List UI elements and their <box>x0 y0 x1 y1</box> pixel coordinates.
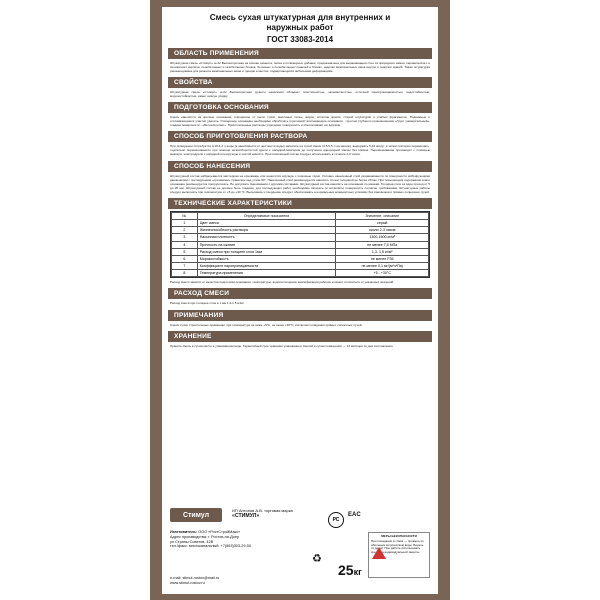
manufacturer-name: ООО «РостСтройМакс» <box>198 530 241 534</box>
cell-value: 1300-1500 кг/м³ <box>336 234 429 241</box>
table-row <box>172 263 429 270</box>
brand-logo-text: Стимул <box>182 511 210 519</box>
section-header-tech: ТЕХНИЧЕСКИЕ ХАРАКТЕРИСТИКИ <box>168 198 432 209</box>
section-header-notes: ПРИМЕЧАНИЯ <box>168 310 432 321</box>
cell-num: 8 <box>172 270 198 277</box>
section-text-notes: Смеси сухие строительные применяют при температуре не ниже +5°С, не выше +30°С, исключая попадания прямых солнечных лучей. <box>170 322 363 327</box>
section-text-properties: Штукатурная смесь «Стимул» ш-22 Высокопрочная ручного нанесения обладает пластичностью, экономичностью, отличной паропроницаемостью, водостойкостью, морозостойкостью, имеет низкую усадку. <box>170 90 430 99</box>
cell-num: 1 <box>172 219 198 226</box>
bag-background <box>150 0 450 600</box>
manufacturer-info <box>170 530 312 549</box>
weight-unit: кг <box>353 567 362 577</box>
tech-table <box>171 212 429 278</box>
phone: тел./факс. многоканальный: +7(863)303-29-00 <box>170 544 252 549</box>
eac-mark-icon <box>348 512 364 524</box>
brand-logo <box>170 508 222 522</box>
section-text-base-prep: Смесь наносится на крепкое основание, очищенное от пыли, грязи, масляных пятен, жиров, остатков краски, старой штукатурки и слабых фрагментов. Подвижные и отслаивающиеся участки удалить. Очищенное основание необходимо обработать грунтовкой: впитывающие основания - грунтом глубокого проникновения «Грунт универсальный», гладкие поверхности - «Бетон-Контакт». Приготовленные растворы упрочняют поверхность и обеспечивают её адгезию. <box>170 115 430 128</box>
cell-value: не менее 7,5 МПа <box>336 241 429 248</box>
section-header-storage: ХРАНЕНИЕ <box>168 331 432 342</box>
cell-value: серый <box>336 219 429 226</box>
tech-note: Расход смеси зависит от качества подготовки основания, температуры, водопоглощения, квалификации рабочих и может отличаться от указанных значений. <box>170 280 395 285</box>
cell-name: Жизнеспособность раствора <box>197 227 336 234</box>
cell-name: Коэффициент паропроницаемости <box>197 263 336 270</box>
cell-num: 7 <box>172 263 198 270</box>
section-text-storage: Хранить смесь в сухом месте в упакованном виде. Гарантийный срок хранения упакованных смесей в сухом помещении — 12 месяцев со дня изготовления. <box>170 343 394 348</box>
recycle-icon: ♻ <box>312 553 322 565</box>
section-text-consumption: Расход смеси при толщине слоя в 1 мм 1,3-1,5 кг/м². <box>170 301 245 306</box>
label-footer <box>162 502 438 594</box>
table-row <box>172 241 429 248</box>
section-header-consumption: РАСХОД СМЕСИ <box>168 288 432 299</box>
table-row <box>172 234 429 241</box>
tech-table-header-row <box>172 212 429 219</box>
product-title-line1: Смесь сухая штукатурная для внутренних и <box>209 13 391 22</box>
manufacturer-label: Изготовитель: <box>170 530 198 534</box>
cell-name: Температура применения <box>197 270 336 277</box>
cell-value: не менее F35 <box>336 255 429 262</box>
col-num: № <box>172 212 198 219</box>
cell-name: Цвет смеси <box>197 219 336 226</box>
address-line2: ул.Страны Советов, 42В <box>170 539 214 544</box>
section-text-mixing: При затворении потребуется 4,18-4,2 л воды (в зависимости от жесткости воды) засыпать на сухой смеси (4,5-5,5 л на мешок), выдержать 5-10 минут, в затем повторно перемешать, тщательно перемешивается при помощи низкооборотистой дрели с насадкой-миксером до получения однородной массы без комков. Перемешивание производят с помощью миксера, электродрели с насадкой или вручную в чистой емкости. Приготовленный состав следует использовать в течение 2-3 часов. <box>170 144 430 157</box>
cell-value: не менее 0,1 мг/(м*ч*Па) <box>336 263 429 270</box>
table-row <box>172 227 429 234</box>
tech-table-wrapper <box>170 211 430 279</box>
brand-owner-line: ИП Антонов А.В. торговая марка <box>232 508 293 513</box>
cell-num: 5 <box>172 248 198 255</box>
product-title <box>162 13 438 33</box>
cell-num: 4 <box>172 241 198 248</box>
section-header-mixing: СПОСОБ ПРИГОТОВЛЕНИЯ РАСТВОРА <box>168 131 432 142</box>
cell-num: 2 <box>172 227 198 234</box>
section-header-application: СПОСОБ НАНЕСЕНИЯ <box>168 161 432 172</box>
cell-name: Прочность на сжатие <box>197 241 336 248</box>
cell-value: +5 - +30°С <box>336 270 429 277</box>
table-row <box>172 219 429 226</box>
product-title-line2: наружных работ <box>266 23 334 32</box>
address-line1: Адрес производства: г. Ростов-на-Дону, <box>170 534 240 539</box>
section-header-properties: СВОЙСТВА <box>168 77 432 88</box>
certification-mark-icon <box>328 512 344 528</box>
section-text-application: Штукатурный состав набрасывается мастерком на основание или наносится вручную с помощью тёрки. Условно нанесенный слой разравнивается по поверхности вибрирующими движениями с последующим «срезанием» правилом над углом 90°. Нанесенный слой рекомендуется наносить слоем толщиной не более 20 мм. При повышенном содержании влаги основание рекомендуется прогрунтовать. Не допускать смешивания с другими составами. Штукатурный состав наносить на основание по маякам. Толщина слоя за один проход от 5 до 20 мм. Штукатурный состав не должен быть гладким, для последующих работ необходимо затирать (и оставлять) поверхность согласно требованиям. Штукатурные работы следует выполнять при температуре от +5 до +30 °С. Высыхание и твердение следует обеспечивать в нормальных влажностных условиях без сквозняков и прямых солнечных лучей. <box>170 173 430 194</box>
table-row <box>172 270 429 277</box>
col-name: Определяемые показатели <box>197 212 336 219</box>
table-row <box>172 248 429 255</box>
section-text-scope: Штукатурная смесь «Стимул» ш-22 Высокопрочная на основе цемента, песка и полимерных добавок, предназначена для выравнивания стен из природного камня, керамического и силикатного кирпича, пенобетонных и газобетонных блоков, бетонных и легкобетонных панелей в блоках, заделки межпанельных швов внутри и снаружи зданий. Также штукатурка рекомендована для ремонта межпанельных швов и трещин в местах, подвергающихся небольшим деформациям. <box>170 61 430 74</box>
safety-header: МЕРЫ БЕЗОПАСНОСТИ <box>381 534 417 538</box>
col-value: Значение, описание <box>336 212 429 219</box>
cell-num: 6 <box>172 255 198 262</box>
weight-label <box>338 562 362 578</box>
section-header-base-prep: ПОДГОТОВКА ОСНОВАНИЯ <box>168 102 432 113</box>
cell-name: Насыпная плотность <box>197 234 336 241</box>
hazard-triangle-icon <box>372 547 386 559</box>
cell-value: 1,3- 1,5 кг/м² <box>336 248 429 255</box>
safety-text: При попадании в глаза — промыть их обильным количеством воды. Беречь от детей. При работе использовать средства индивидуальной защиты. <box>371 538 424 555</box>
safety-box <box>368 532 430 578</box>
gost-standard: ГОСТ 33083-2014 <box>266 35 334 44</box>
cell-name: Морозостойкость <box>197 255 336 262</box>
website: www.stimul-rostov.ru <box>170 580 205 585</box>
cert-text: РС <box>332 517 340 523</box>
weight-value: 25 <box>338 562 354 578</box>
label-panel <box>162 7 438 594</box>
section-header-scope: ОБЛАСТЬ ПРИМЕНЕНИЯ <box>168 48 432 59</box>
cell-name: Расход смеси при толщине слоя 1мм <box>197 248 336 255</box>
contact-web <box>170 576 219 586</box>
email: e-mail: stimul-rostov@mail.ru <box>170 576 220 580</box>
eac-text: EAC <box>348 512 361 518</box>
brand-name: «СТИМУЛ» <box>232 513 260 519</box>
cell-value: около 2-3 часов <box>336 227 429 234</box>
table-row <box>172 255 429 262</box>
cell-num: 3 <box>172 234 198 241</box>
